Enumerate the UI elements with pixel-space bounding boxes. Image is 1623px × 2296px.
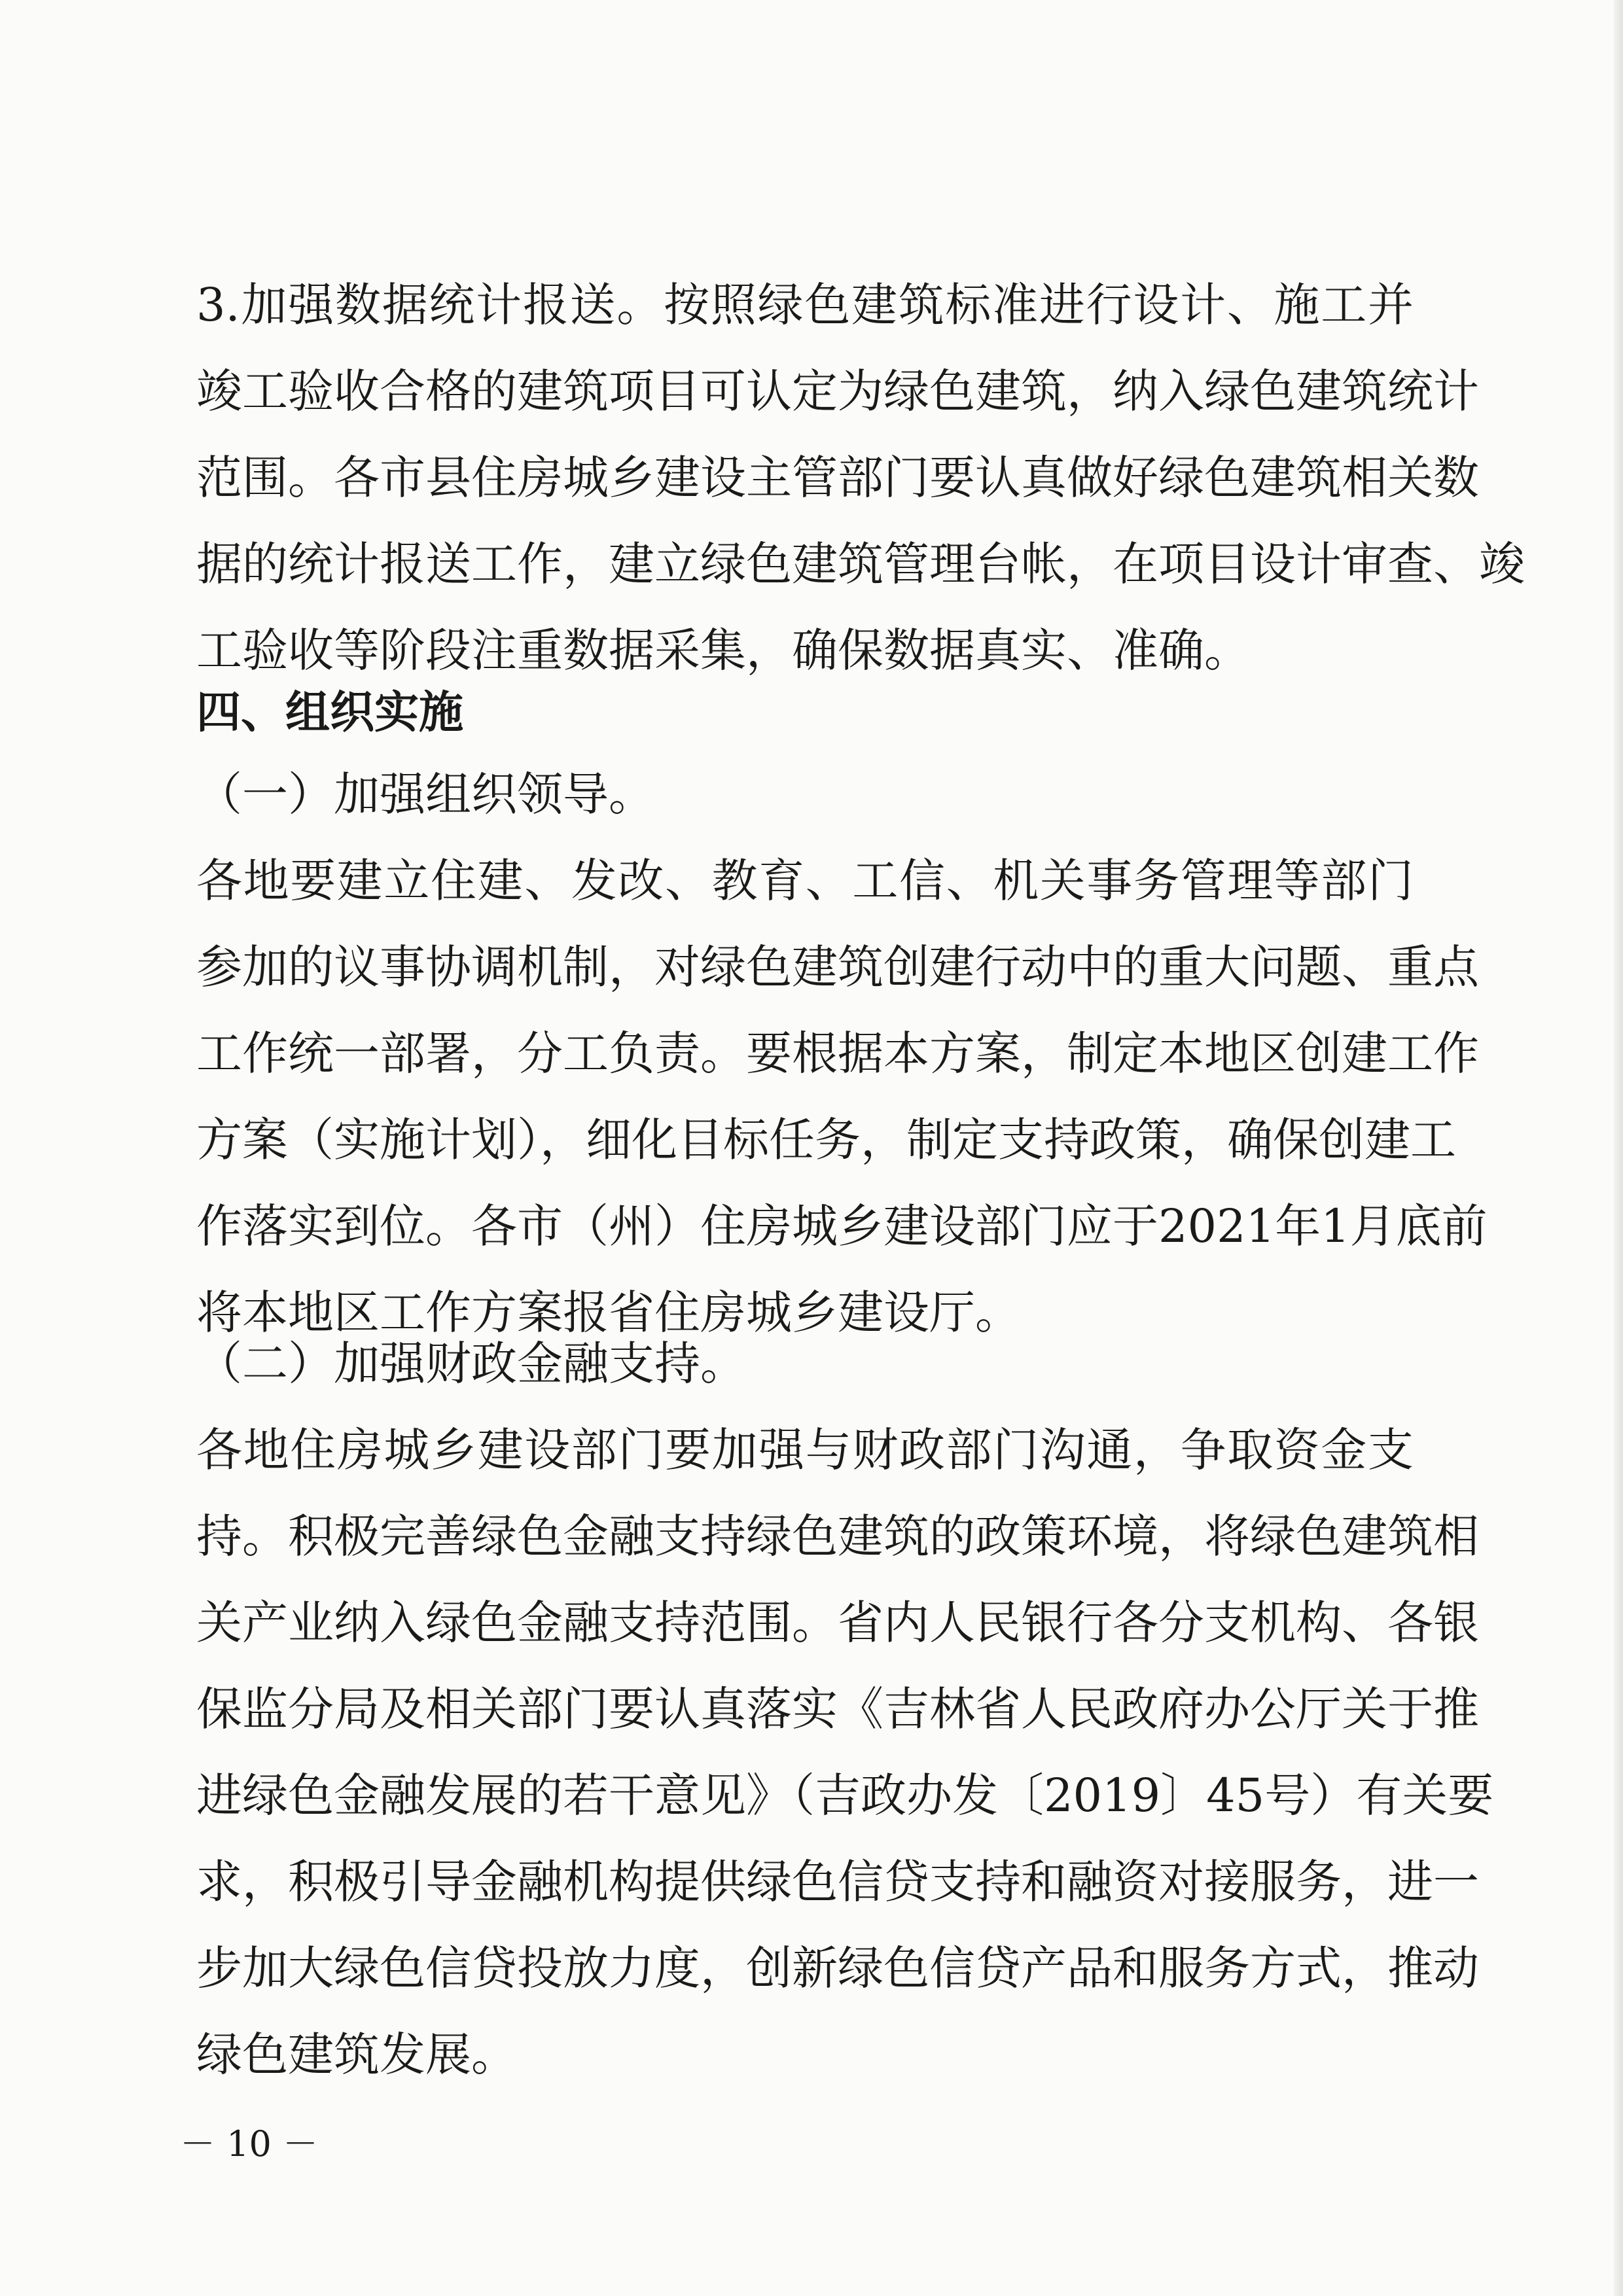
page-edge-shadow (1614, 0, 1623, 2296)
text-line: 将本地区工作方案报省住房城乡建设厅。 (196, 1286, 1021, 1339)
subsection-heading: （二）加强财政金融支持。 (196, 1337, 746, 1390)
text-line: 保监分局及相关部门要认真落实《吉林省人民政府办公厅关于推 (196, 1682, 1479, 1736)
text-line: 作落实到位。各市（州）住房城乡建设部门应于2021年1月底前 (196, 1199, 1488, 1253)
text-line: 工作统一部署，分工负责。要根据本方案，制定本地区创建工作 (196, 1027, 1479, 1080)
text-line: 持。积极完善绿色金融支持绿色建筑的政策环境，将绿色建筑相 (196, 1510, 1479, 1563)
text-line: 各地要建立住建、发改、教育、工信、机关事务管理等部门 (196, 854, 1414, 908)
text-line: 范围。各市县住房城乡建设主管部门要认真做好绿色建筑相关数 (196, 451, 1479, 504)
text-line: 工验收等阶段注重数据采集，确保数据真实、准确。 (196, 624, 1250, 677)
text-line: 据的统计报送工作，建立绿色建筑管理台帐，在项目设计审查、竣 (196, 537, 1525, 591)
text-line: 求，积极引导金融机构提供绿色信贷支持和融资对接服务，进一 (196, 1855, 1479, 1909)
text-line: 竣工验收合格的建筑项目可认定为绿色建筑，纳入绿色建筑统计 (196, 364, 1479, 418)
text-line: 关产业纳入绿色金融支持范围。省内人民银行各分支机构、各银 (196, 1596, 1479, 1650)
text-line: 方案（实施计划），细化目标任务，制定支持政策，确保创建工 (196, 1113, 1456, 1167)
text-line: 绿色建筑发展。 (196, 2028, 517, 2081)
subsection-heading: （一）加强组织领导。 (196, 768, 654, 821)
text-line: 步加大绿色信贷投放力度，创新绿色信贷产品和服务方式，推动 (196, 1941, 1479, 1995)
text-line: 参加的议事协调机制，对绿色建筑创建行动中的重大问题、重点 (196, 940, 1479, 994)
page-number: － 10 － (180, 2123, 319, 2164)
text-line: 3.加强数据统计报送。按照绿色建筑标准进行设计、施工并 (196, 278, 1414, 332)
text-line: 进绿色金融发展的若干意见》（吉政办发〔2019〕45号）有关要 (196, 1769, 1494, 1822)
text-line: 各地住房城乡建设部门要加强与财政部门沟通，争取资金支 (196, 1423, 1414, 1477)
section-heading: 四、组织实施 (196, 687, 464, 739)
